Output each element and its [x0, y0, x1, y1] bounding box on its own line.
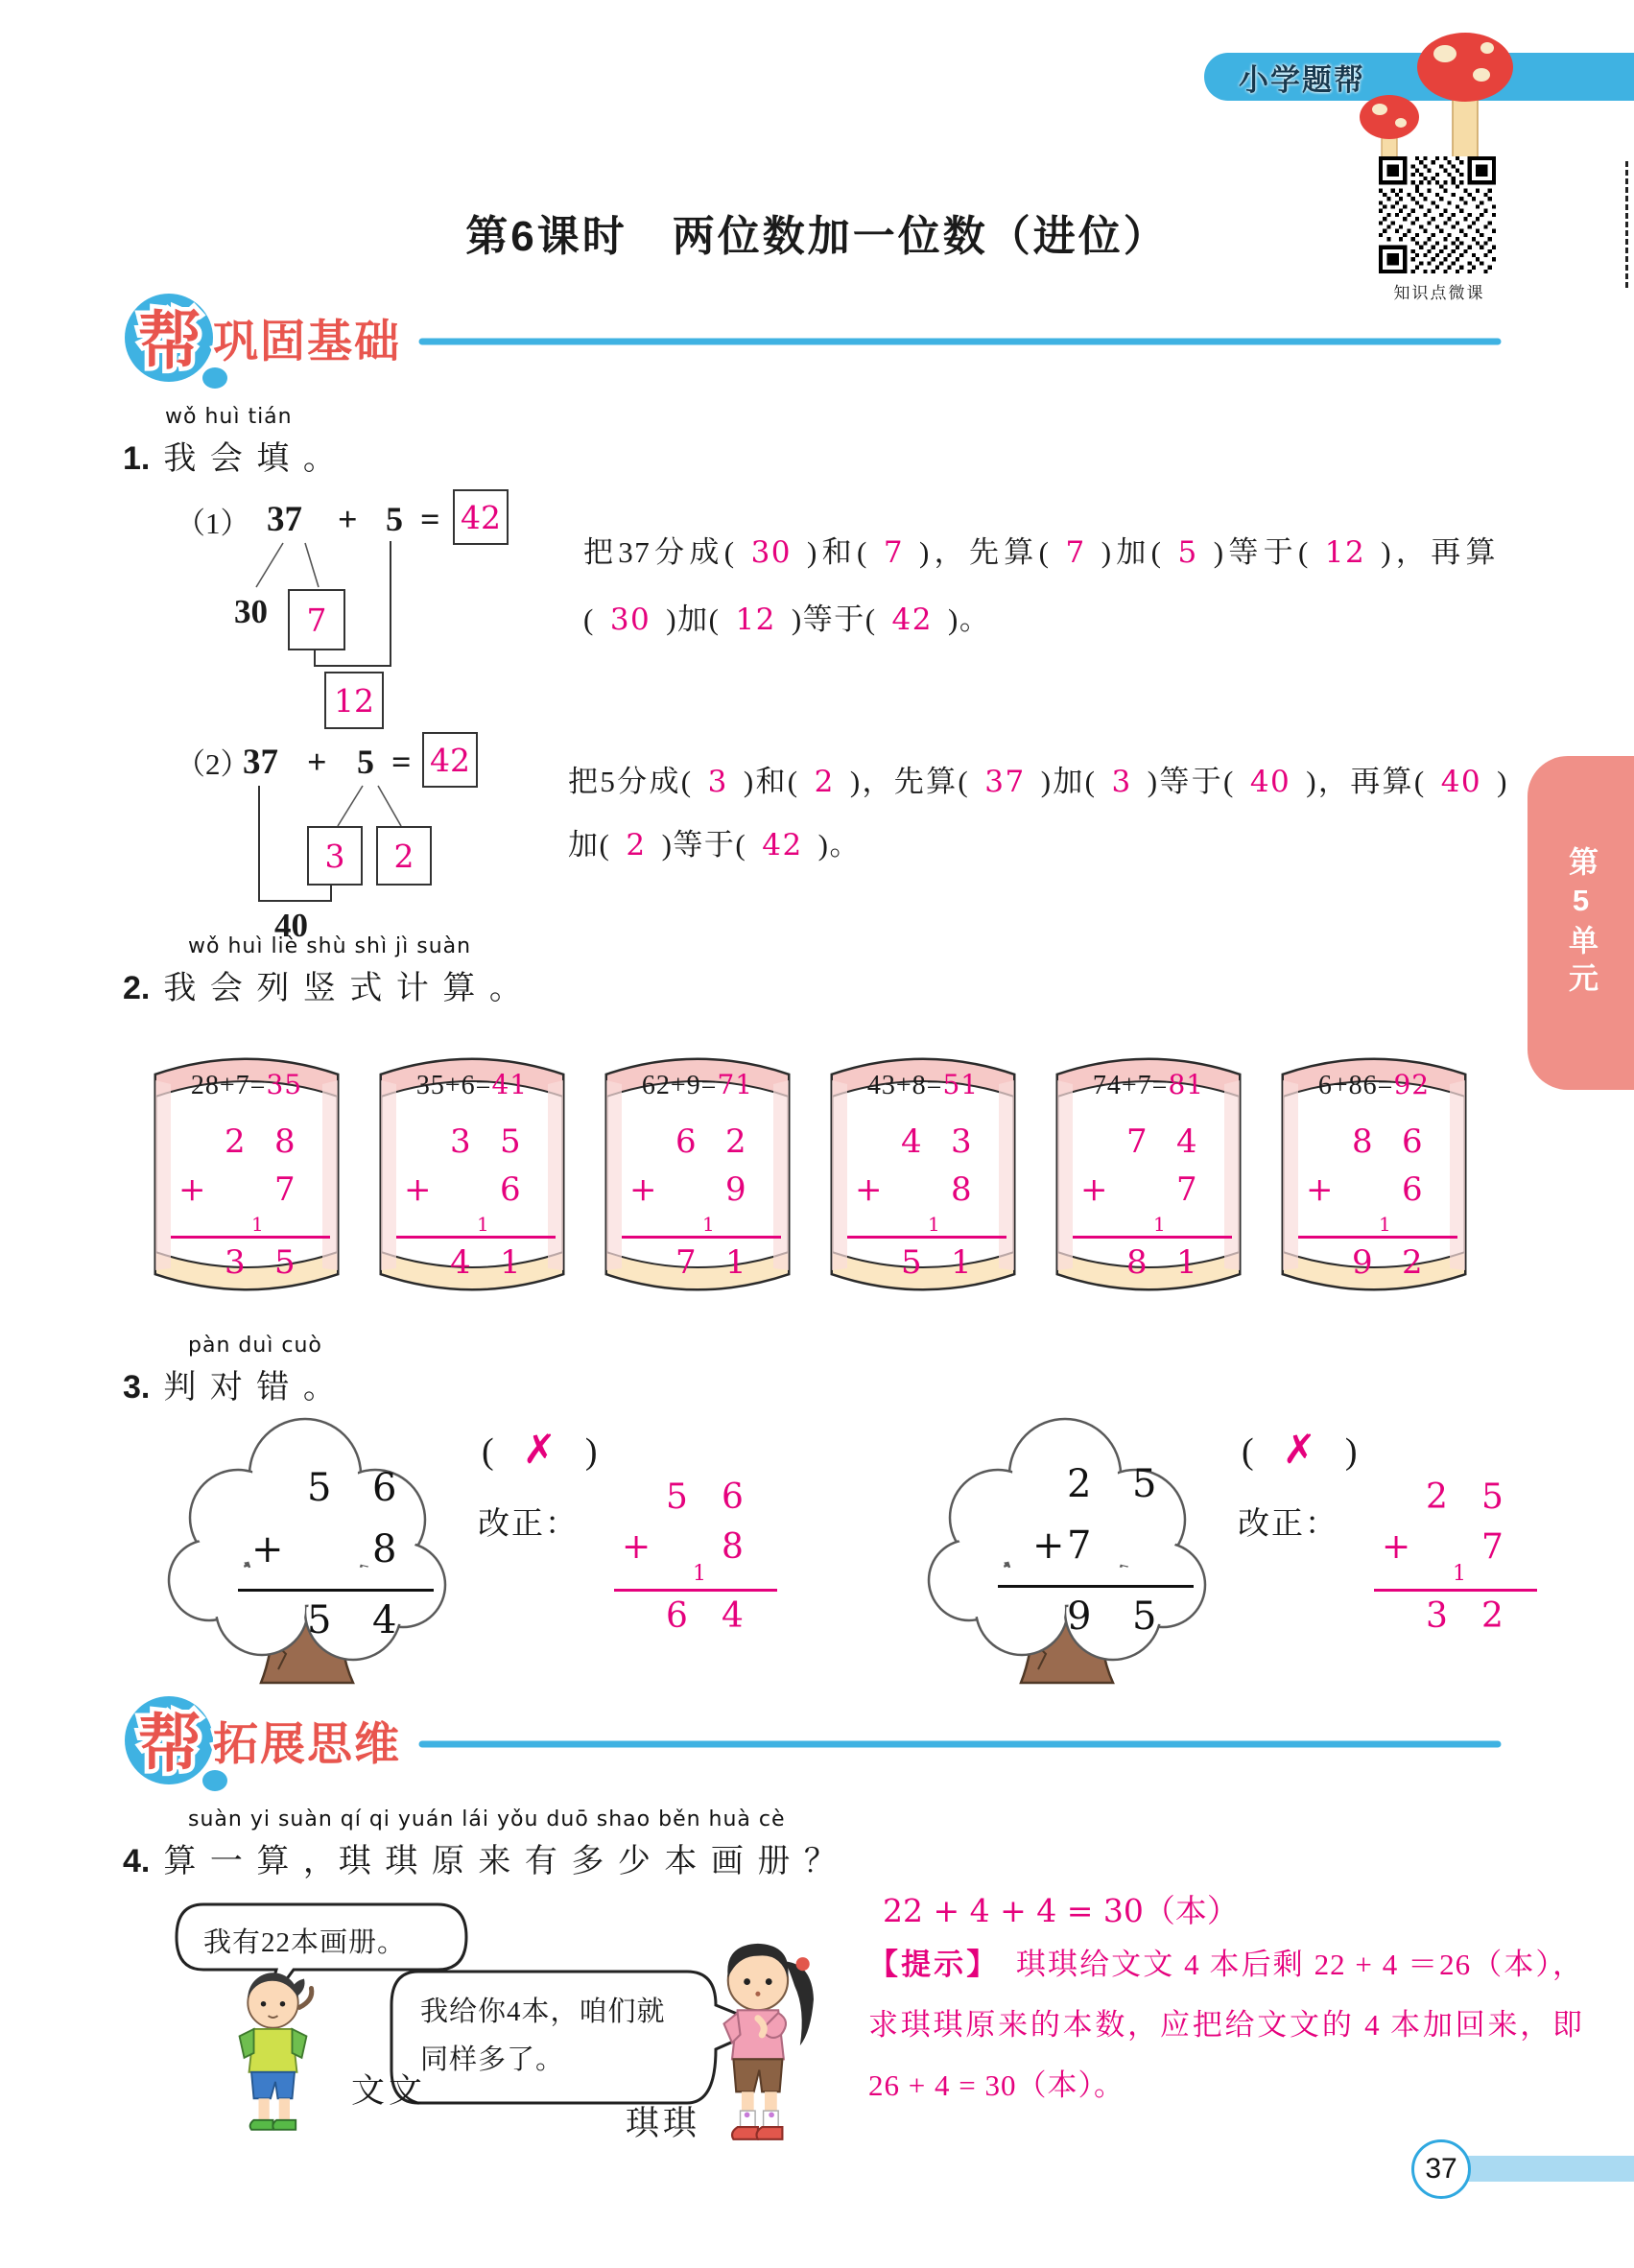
page-title: 第6课时 两位数加一位数（进位）	[465, 213, 1169, 260]
blank-answer: 42	[762, 828, 803, 862]
hint-body: 琪琪给文文 4 本后剩 22 + 4 ＝26（本），求琪琪原来的本数，应把给文文的 4 本加回来，即 26 + 4 = 30（本）。	[868, 1948, 1584, 2102]
blank-answer: 30	[609, 602, 651, 637]
tree-calc-0: 5 6 + 8 5 4	[251, 1466, 424, 1648]
girl-label: 琪琪	[626, 2105, 701, 2142]
section2-badge: 帮	[138, 1708, 201, 1779]
bag-calc-2: 62+9=71 6 2 + 9 1 7 1	[591, 1042, 804, 1307]
unit-side-tab	[1527, 756, 1634, 1090]
q1-number: 1.	[123, 440, 151, 477]
blank-answer: 2	[814, 765, 835, 799]
q2-pinyin: wǒ huì liè shù shì jì suàn	[188, 934, 472, 958]
blank-answer: 5	[1177, 535, 1198, 570]
section1-header	[113, 288, 1514, 398]
split-box: 2	[376, 826, 432, 886]
q3-number: 3.	[123, 1369, 151, 1406]
bag-calc-5: 6+86=92 8 6 + 6 1 9 2	[1267, 1042, 1480, 1307]
split-box: 3	[307, 826, 363, 886]
vertical-calc: 2 8 + 7 1 3 5	[178, 1122, 332, 1286]
verdict-0: ( ✗ )	[482, 1426, 598, 1473]
bag-calc-4: 74+7=81 7 4 + 7 1 8 1	[1042, 1042, 1255, 1307]
hint-block	[868, 1934, 1583, 2115]
blank-answer: 3	[1111, 765, 1132, 799]
sum-box: 12	[324, 672, 384, 729]
blank-answer: 7	[883, 535, 905, 570]
split-box: 7	[288, 589, 345, 650]
vertical-calc: 4 3 + 8 1 5 1	[855, 1122, 1008, 1286]
blank-answer: 3	[707, 765, 728, 799]
blank-answer: 42	[891, 602, 933, 637]
blank-answer: 37	[984, 765, 1026, 799]
blank-answer: 2	[626, 828, 647, 862]
q1-part1-story: 把37分成( 30 )和( 7 )，先算( 7 )加( 5 )等于( 12 )，再算( 30 )加( 12 )等于( 42 )。	[583, 535, 1498, 637]
q4-number: 4.	[123, 1843, 151, 1879]
qr-caption: 知识点微课	[1393, 284, 1485, 302]
q4-pinyin: suàn yi suàn qí qi yuán lái yǒu duō shao běn huà cè	[188, 1807, 786, 1831]
answer-box: 42	[422, 732, 478, 788]
vertical-calc: 6 2 + 9 1 7 1	[629, 1122, 783, 1286]
tree-calc-1: 2 5 + 7 9 5	[1011, 1462, 1184, 1644]
bag-calc-1: 35+6=41 3 5 + 6 1 4 1	[366, 1042, 579, 1307]
verdict-1: ( ✗ )	[1242, 1426, 1358, 1473]
blank-answer: 12	[1324, 535, 1366, 570]
q3-pinyin: pàn duì cuò	[188, 1334, 322, 1358]
q1-part1-diagram: （1） 37 + 5 = 42 30 7 12	[134, 480, 585, 815]
fix-calc-0: 5 6 + 8 1 6 4	[622, 1477, 785, 1650]
fix-label-1: 改正：	[1238, 1507, 1338, 1542]
q2-title: 2. 我 会 列 竖 式 计 算 。	[123, 970, 525, 1006]
page-number: 37	[1411, 2139, 1471, 2199]
bag-calc-3: 43+8=51 4 3 + 8 1 5 1	[817, 1042, 1030, 1307]
answer-box: 42	[453, 489, 509, 545]
blank-answer: 40	[1249, 765, 1291, 799]
q1-part2-story: 把5分成( 3 )和( 2 )，先算( 37 )加( 3 )等于( 40 )，再算( 40 )加( 2 )等于( 42 )。	[568, 765, 1508, 862]
section2-header	[113, 1690, 1514, 1801]
fix-calc-1: 2 5 + 7 1 3 2	[1382, 1477, 1545, 1650]
hint-tag: 【提示】	[868, 1948, 984, 1981]
fix-label-0: 改正：	[478, 1507, 579, 1542]
section1-badge: 帮	[138, 305, 201, 376]
q1-title: 1. 我 会 填 。	[123, 440, 339, 477]
unit-side-tab-label: 第5单元	[1564, 846, 1598, 1000]
section1-label: 巩固基础	[213, 316, 401, 366]
girl-bubble-text: 我给你4本，咱们就同样多了。	[420, 1996, 666, 2075]
girl-character	[683, 1934, 846, 2153]
vertical-calc: 7 4 + 7 1 8 1	[1080, 1122, 1234, 1286]
solution-line: 22 + 4 + 4 = 30（本）	[883, 1892, 1239, 1929]
brand-name: 小学题帮	[1239, 62, 1365, 97]
blank-answer: 40	[1440, 765, 1482, 799]
bag-calc-0: 28+7=35 2 8 + 7 1 3 5	[140, 1042, 353, 1307]
vertical-calc: 8 6 + 6 1 9 2	[1306, 1122, 1459, 1286]
blank-answer: 12	[735, 602, 776, 637]
blank-answer: 30	[750, 535, 793, 570]
blank-answer: 7	[1065, 535, 1086, 570]
section2-label: 拓展思维	[213, 1718, 401, 1769]
q3-title: 3. 判 对 错 。	[123, 1369, 339, 1406]
boy-label: 文文	[351, 2072, 427, 2110]
vertical-calc: 3 5 + 6 1 4 1	[404, 1122, 557, 1286]
q4-title: 4. 算 一 算 ，琪 琪 原 来 有 多 少 本 画 册 ？	[123, 1843, 840, 1879]
q1-pinyin: wǒ huì tián	[165, 405, 293, 429]
q2-number: 2.	[123, 970, 151, 1006]
boy-character	[203, 1967, 347, 2136]
boy-bubble-text: 我有22本画册。	[203, 1927, 407, 1958]
q1-part2-diagram: （2） 37 + 5 = 42 3 2 40	[134, 724, 585, 955]
